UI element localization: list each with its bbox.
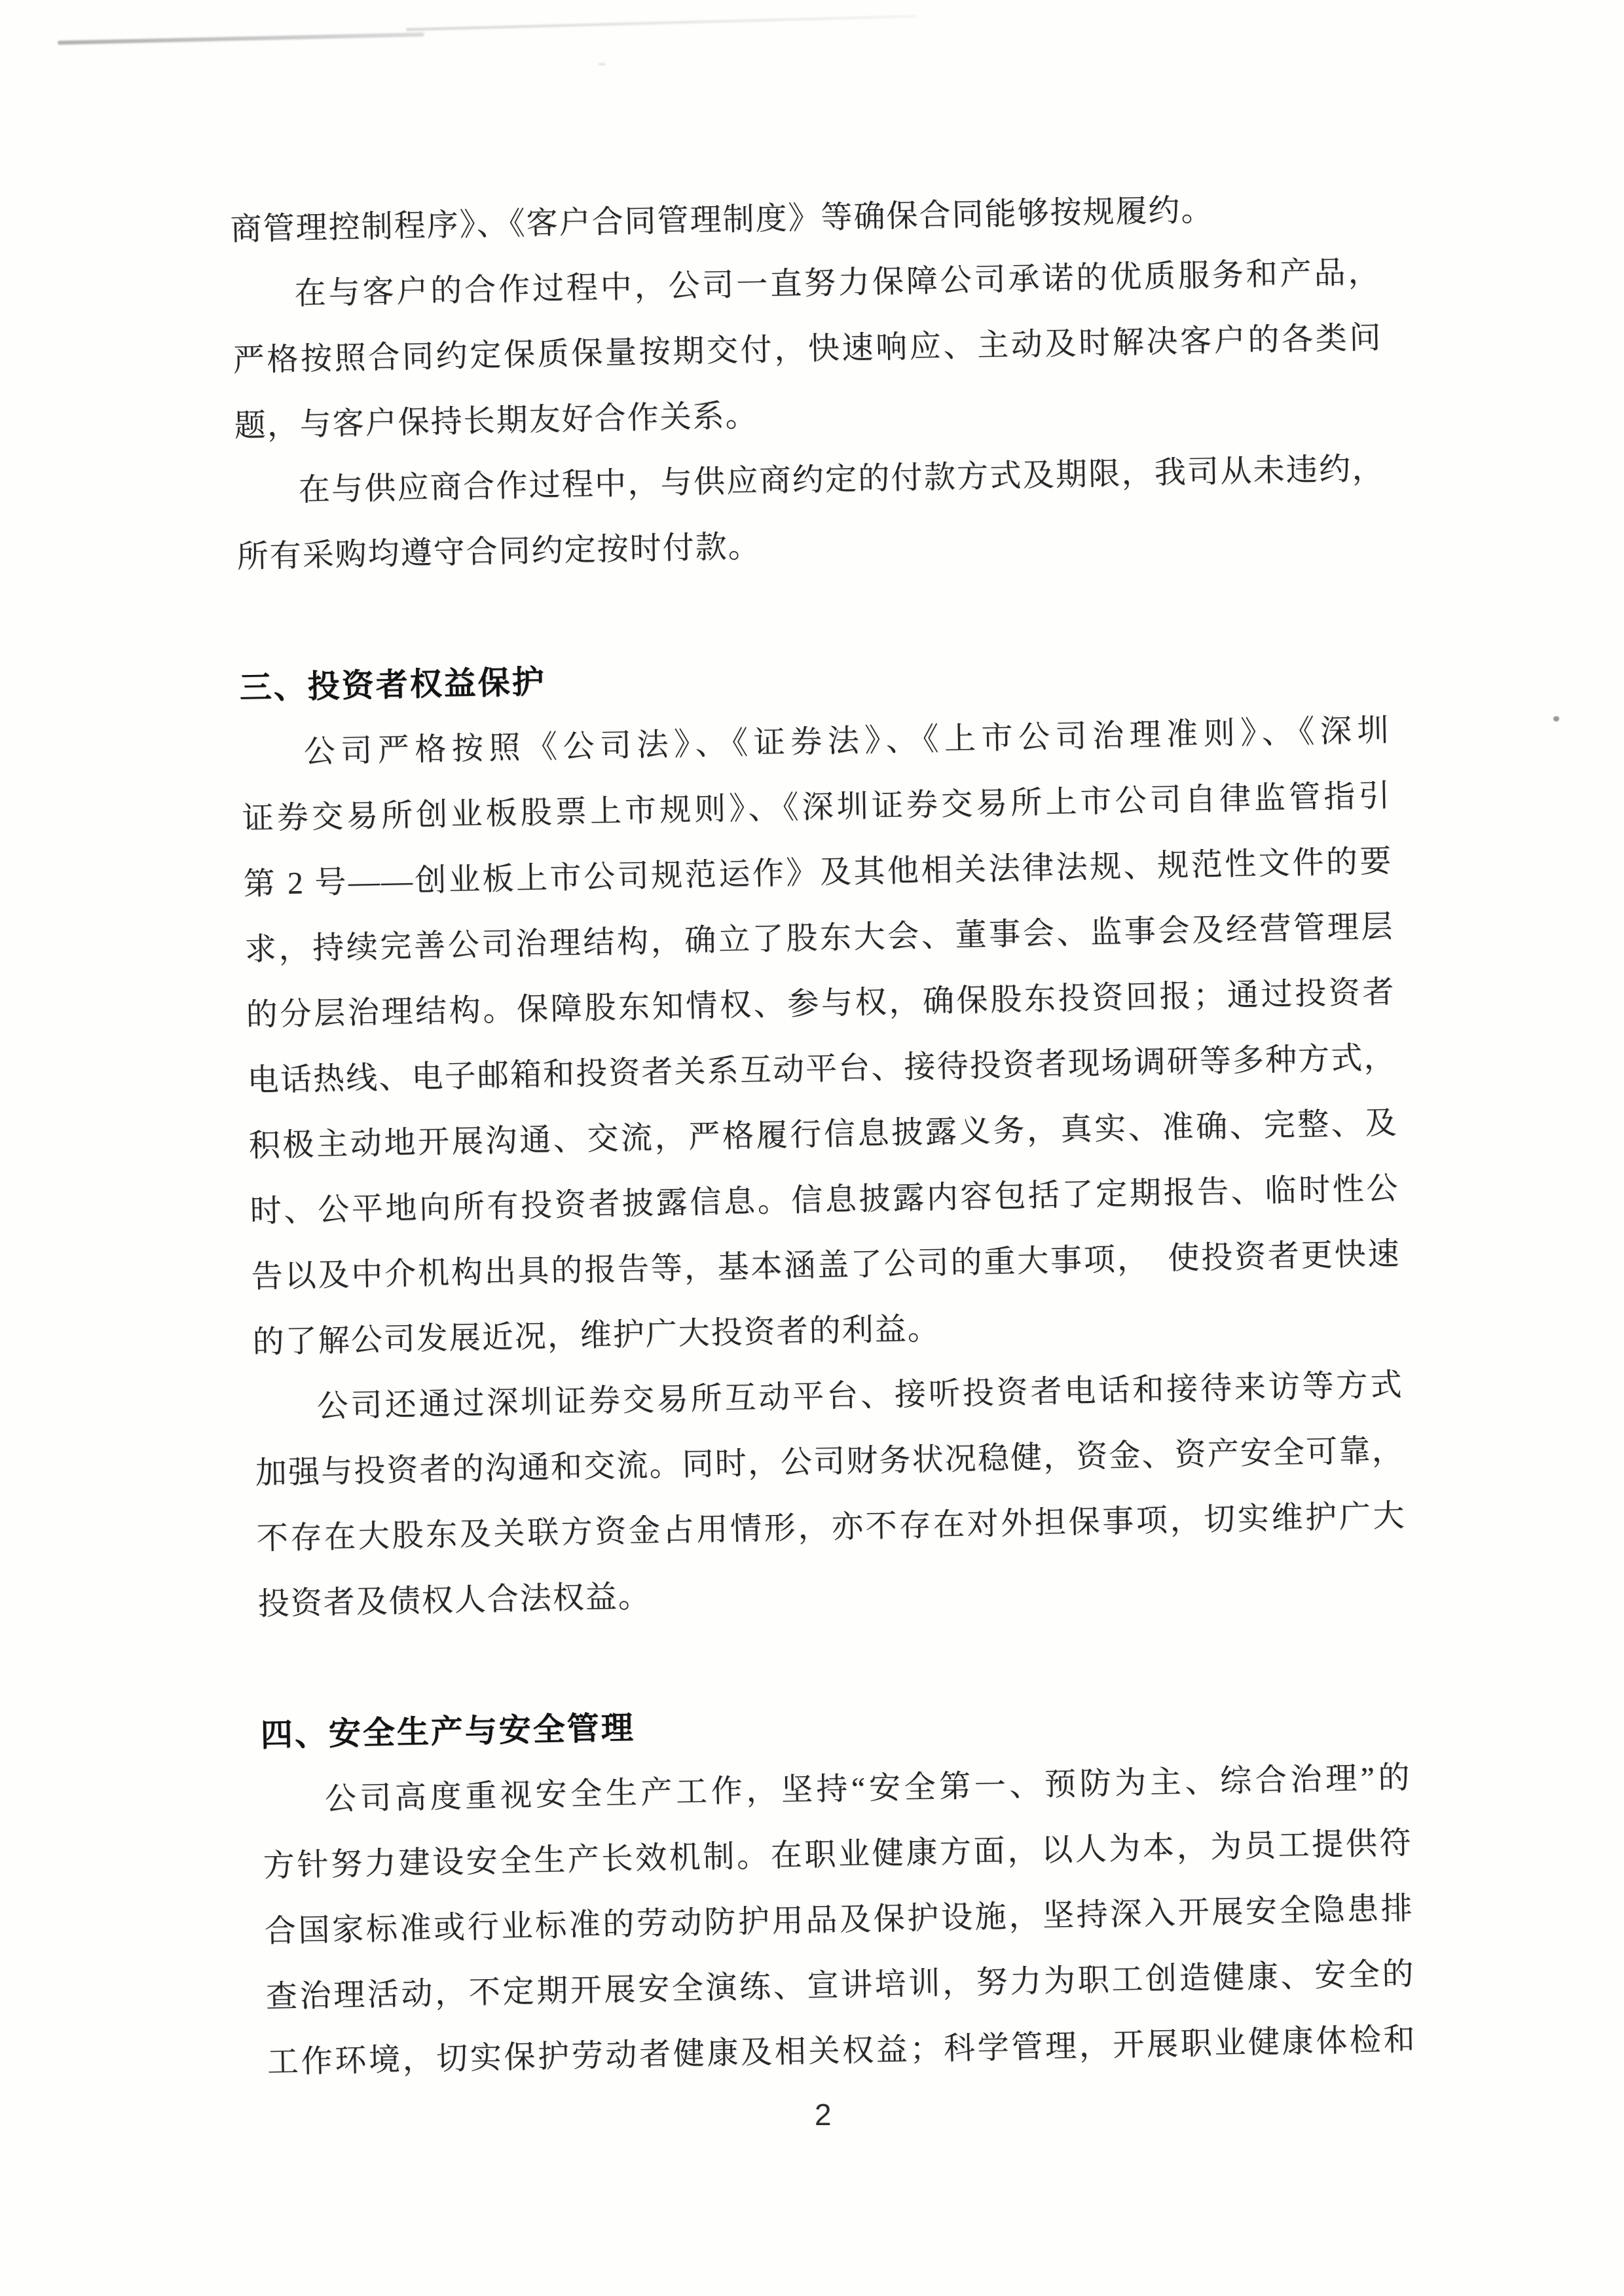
text-line: 在与供应商合作过程中，与供应商约定的付款方式及期限，我司从未违约， [298,451,1385,508]
text-line: 公司严格按照《公司法》、《证券法》、《上市公司治理准则》、《深圳 [303,713,1390,770]
text-line: 工作环境，切实保护劳动者健康及相关权益；科学管理，开展职业健康体检和 [267,2022,1417,2080]
scan-artifact-streak [58,33,424,45]
text-line: 所有采购均遵守合同约定按时付款。 [236,529,762,575]
text-line: 的了解公司发展近况，维护广大投资者的利益。 [252,1311,941,1360]
text-line: 不存在大股东及关联方资金占用情形，亦不存在对外担保事项，切实维护广大 [256,1498,1407,1557]
text-line: 投资者及债权人合法权益。 [257,1579,652,1622]
text-line: 加强与投资者的沟通和交流。同时，公司财务状况稳健，资金、资产安全可靠， [255,1432,1405,1491]
para-safety-production [261,1745,1417,2096]
para-investor-governance [240,698,1403,1376]
text-line: 公司高度重视安全生产工作，坚持“安全第一、预防为主、综合治理”的 [324,1760,1412,1817]
scan-artifact-streak-tail [406,15,917,31]
text-line: 求，持续完善公司治理结构，确立了股东大会、董事会、监事会及经营管理层 [244,909,1394,968]
text-line: 商管理控制程序》、《客户合同管理制度》等确保合同能够按规履约。 [230,192,1214,247]
text-line: 证券交易所创业板股票上市规则》、《深圳证券交易所上市公司自律监管指引 [242,778,1392,837]
scan-artifact-speck [599,63,605,65]
text-line: 在与客户的合作过程中，公司一直努力保障公司承诺的优质服务和产品， [294,255,1381,312]
text-line: 严格按照合同约定保质保量按期交付，快速响应、主动及时解决客户的各类问 [232,320,1382,378]
text-line: 题，与客户保持长期友好合作关系。 [234,398,759,444]
text-line: 告以及中介机构出具的报告等，基本涵盖了公司的重大事项， 使投资者更快速 [251,1237,1401,1295]
text-line: 的分层治理结构。保障股东知情权、参与权，确保股东投资回报；通过投资者 [246,975,1396,1033]
text-line: 公司还通过深圳证券交易所互动平台、接听投资者电话和接待来访等方式 [316,1367,1404,1425]
page-number: 2 [815,2098,832,2132]
section-heading-3: 三、投资者权益保护 [239,665,547,706]
text-line: 合国家标准或行业标准的劳动防护用品及保护设施，坚持深入开展安全隐患排 [264,1891,1414,1950]
text-line: 积极主动地开展沟通、交流，严格履行信息披露义务，真实、准确、完整、及 [248,1106,1399,1164]
text-line: 电话热线、电子邮箱和投资者关系互动平台、接待投资者现场调研等多种方式， [247,1040,1397,1099]
para-investor-communication [253,1353,1408,1637]
para-supplier-cooperation [235,436,1387,590]
text-line: 方针努力建设安全生产长效机制。在职业健康方面，以人为本，为员工提供符 [263,1825,1413,1884]
section-heading-4: 四、安全生产与安全管理 [260,1710,636,1754]
text-line: 时、公平地向所有投资者披露信息。信息披露内容包括了定期报告、临时性公 [249,1171,1400,1230]
scan-artifact-speck [1553,716,1559,721]
text-line: 查治理活动，不定期开展安全演练、宣讲培训，努力为职工创造健康、安全的 [265,1956,1416,2014]
document-body [230,174,1417,2096]
para-customer-cooperation [231,240,1384,459]
text-line: 第 2 号——创业板上市公司规范运作》及其他相关法律法规、规范性文件的要 [243,844,1393,902]
